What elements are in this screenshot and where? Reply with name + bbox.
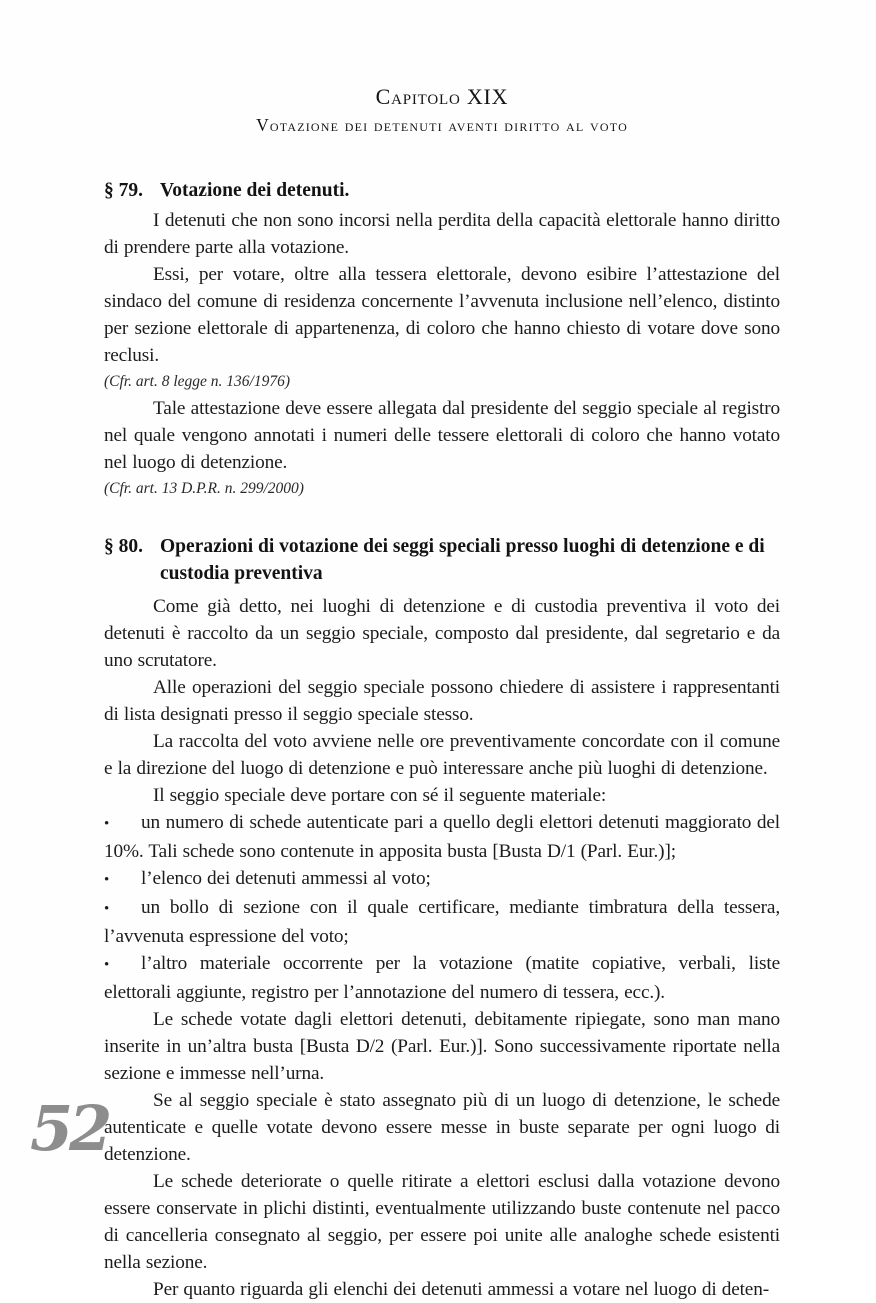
paragraph: La raccolta del voto avviene nelle ore preventivamente concordate con il comune e la direzione del luogo di detenzione e può interessare anche più luoghi di detenzione. <box>104 731 780 779</box>
chapter-heading <box>104 84 780 137</box>
bullet-text: l’elenco dei detenuti ammessi al voto; <box>141 868 431 889</box>
paragraph: Tale attestazione deve essere allegata dal presidente del seggio speciale al registro nel quale vengono annotati i numeri delle tessere elettorali di coloro che hanno votato nel luogo di detenzione. <box>104 398 780 473</box>
paragraph: Se al seggio speciale è stato assegnato più di un luogo di detenzione, le schede autenticate e quelle votate devono essere messe in buste separate per ogni luogo di detenzione. <box>104 1090 780 1165</box>
paragraph: Per quanto riguarda gli elenchi dei detenuti ammessi a votare nel luogo di deten- <box>153 1279 769 1300</box>
section-79-label: § 79. <box>104 180 143 201</box>
bullet-item <box>104 809 780 865</box>
bullet-item <box>104 894 780 950</box>
bullet-icon: • <box>104 816 110 832</box>
bullet-text: un numero di schede autenticate pari a quello degli elettori detenuti maggiorato del 10%. Tali schede sono contenute in apposita busta [Busta D/1 (Parl. Eur.)]; <box>104 812 780 862</box>
paragraph: I detenuti che non sono incorsi nella perdita della capacità elettorale hanno diritto di prendere parte alla votazione. <box>104 210 780 258</box>
bullet-icon: • <box>104 901 110 917</box>
bullet-text: l’altro materiale occorrente per la votazione (matite copiative, verbali, liste elettorali aggiunte, registro per l’annotazione del numero di tessera, ecc.). <box>104 953 780 1003</box>
bullet-text: un bollo di sezione con il quale certificare, mediante timbratura della tessera, l’avvenuta espressione del voto; <box>104 897 780 947</box>
paragraph: Come già detto, nei luoghi di detenzione e di custodia preventiva il voto dei detenuti è raccolto da un seggio speciale, composto dal presidente, dal segretario e da uno scrutatore. <box>104 596 780 671</box>
legal-citation: (Cfr. art. 13 D.P.R. n. 299/2000) <box>104 480 304 497</box>
section-80-heading <box>104 533 780 587</box>
paragraph: Essi, per votare, oltre alla tessera elettorale, devono esibire l’attestazione del sindaco del comune di residenza concernente l’avvenuta inclusione nell’elenco, distinto per sezione elettorale di appartenenza, di coloro che hanno chiesto di votare dove sono reclusi. <box>104 264 780 366</box>
section-79-heading <box>104 177 780 204</box>
section-80-label: § 80. <box>104 536 143 557</box>
page-number: 52 <box>30 1092 109 1165</box>
section-79-title: Votazione dei detenuti. <box>160 180 350 201</box>
chapter-subtitle: Votazione dei detenuti aventi diritto al voto <box>256 115 628 135</box>
chapter-title: Capitolo XIX <box>375 84 509 109</box>
bullet-item <box>104 950 780 1006</box>
bullet-icon: • <box>104 872 110 888</box>
section-80-title: Operazioni di votazione dei seggi speciali presso luoghi di detenzione e di custodia preventiva <box>160 536 765 584</box>
bullet-item <box>104 865 780 894</box>
paragraph: Il seggio speciale deve portare con sé il seguente materiale: <box>153 785 607 806</box>
paragraph: Le schede deteriorate o quelle ritirate a elettori esclusi dalla votazione devono essere conservate in plichi distinti, eventualmente utilizzando buste contenute nel pacco di cancelleria consegnato al seggio, per essere poi unite alle analoghe schede esistenti nella sezione. <box>104 1171 780 1273</box>
bullet-icon: • <box>104 957 110 973</box>
legal-citation: (Cfr. art. 8 legge n. 136/1976) <box>104 373 290 390</box>
paragraph: Alle operazioni del seggio speciale possono chiedere di assistere i rappresentanti di lista designati presso il seggio speciale stesso. <box>104 677 780 725</box>
paragraph: Le schede votate dagli elettori detenuti, debitamente ripiegate, sono man mano inserite in un’altra busta [Busta D/2 (Parl. Eur.)]. Sono successivamente riportate nella sezione e immesse nell’urna. <box>104 1009 780 1084</box>
